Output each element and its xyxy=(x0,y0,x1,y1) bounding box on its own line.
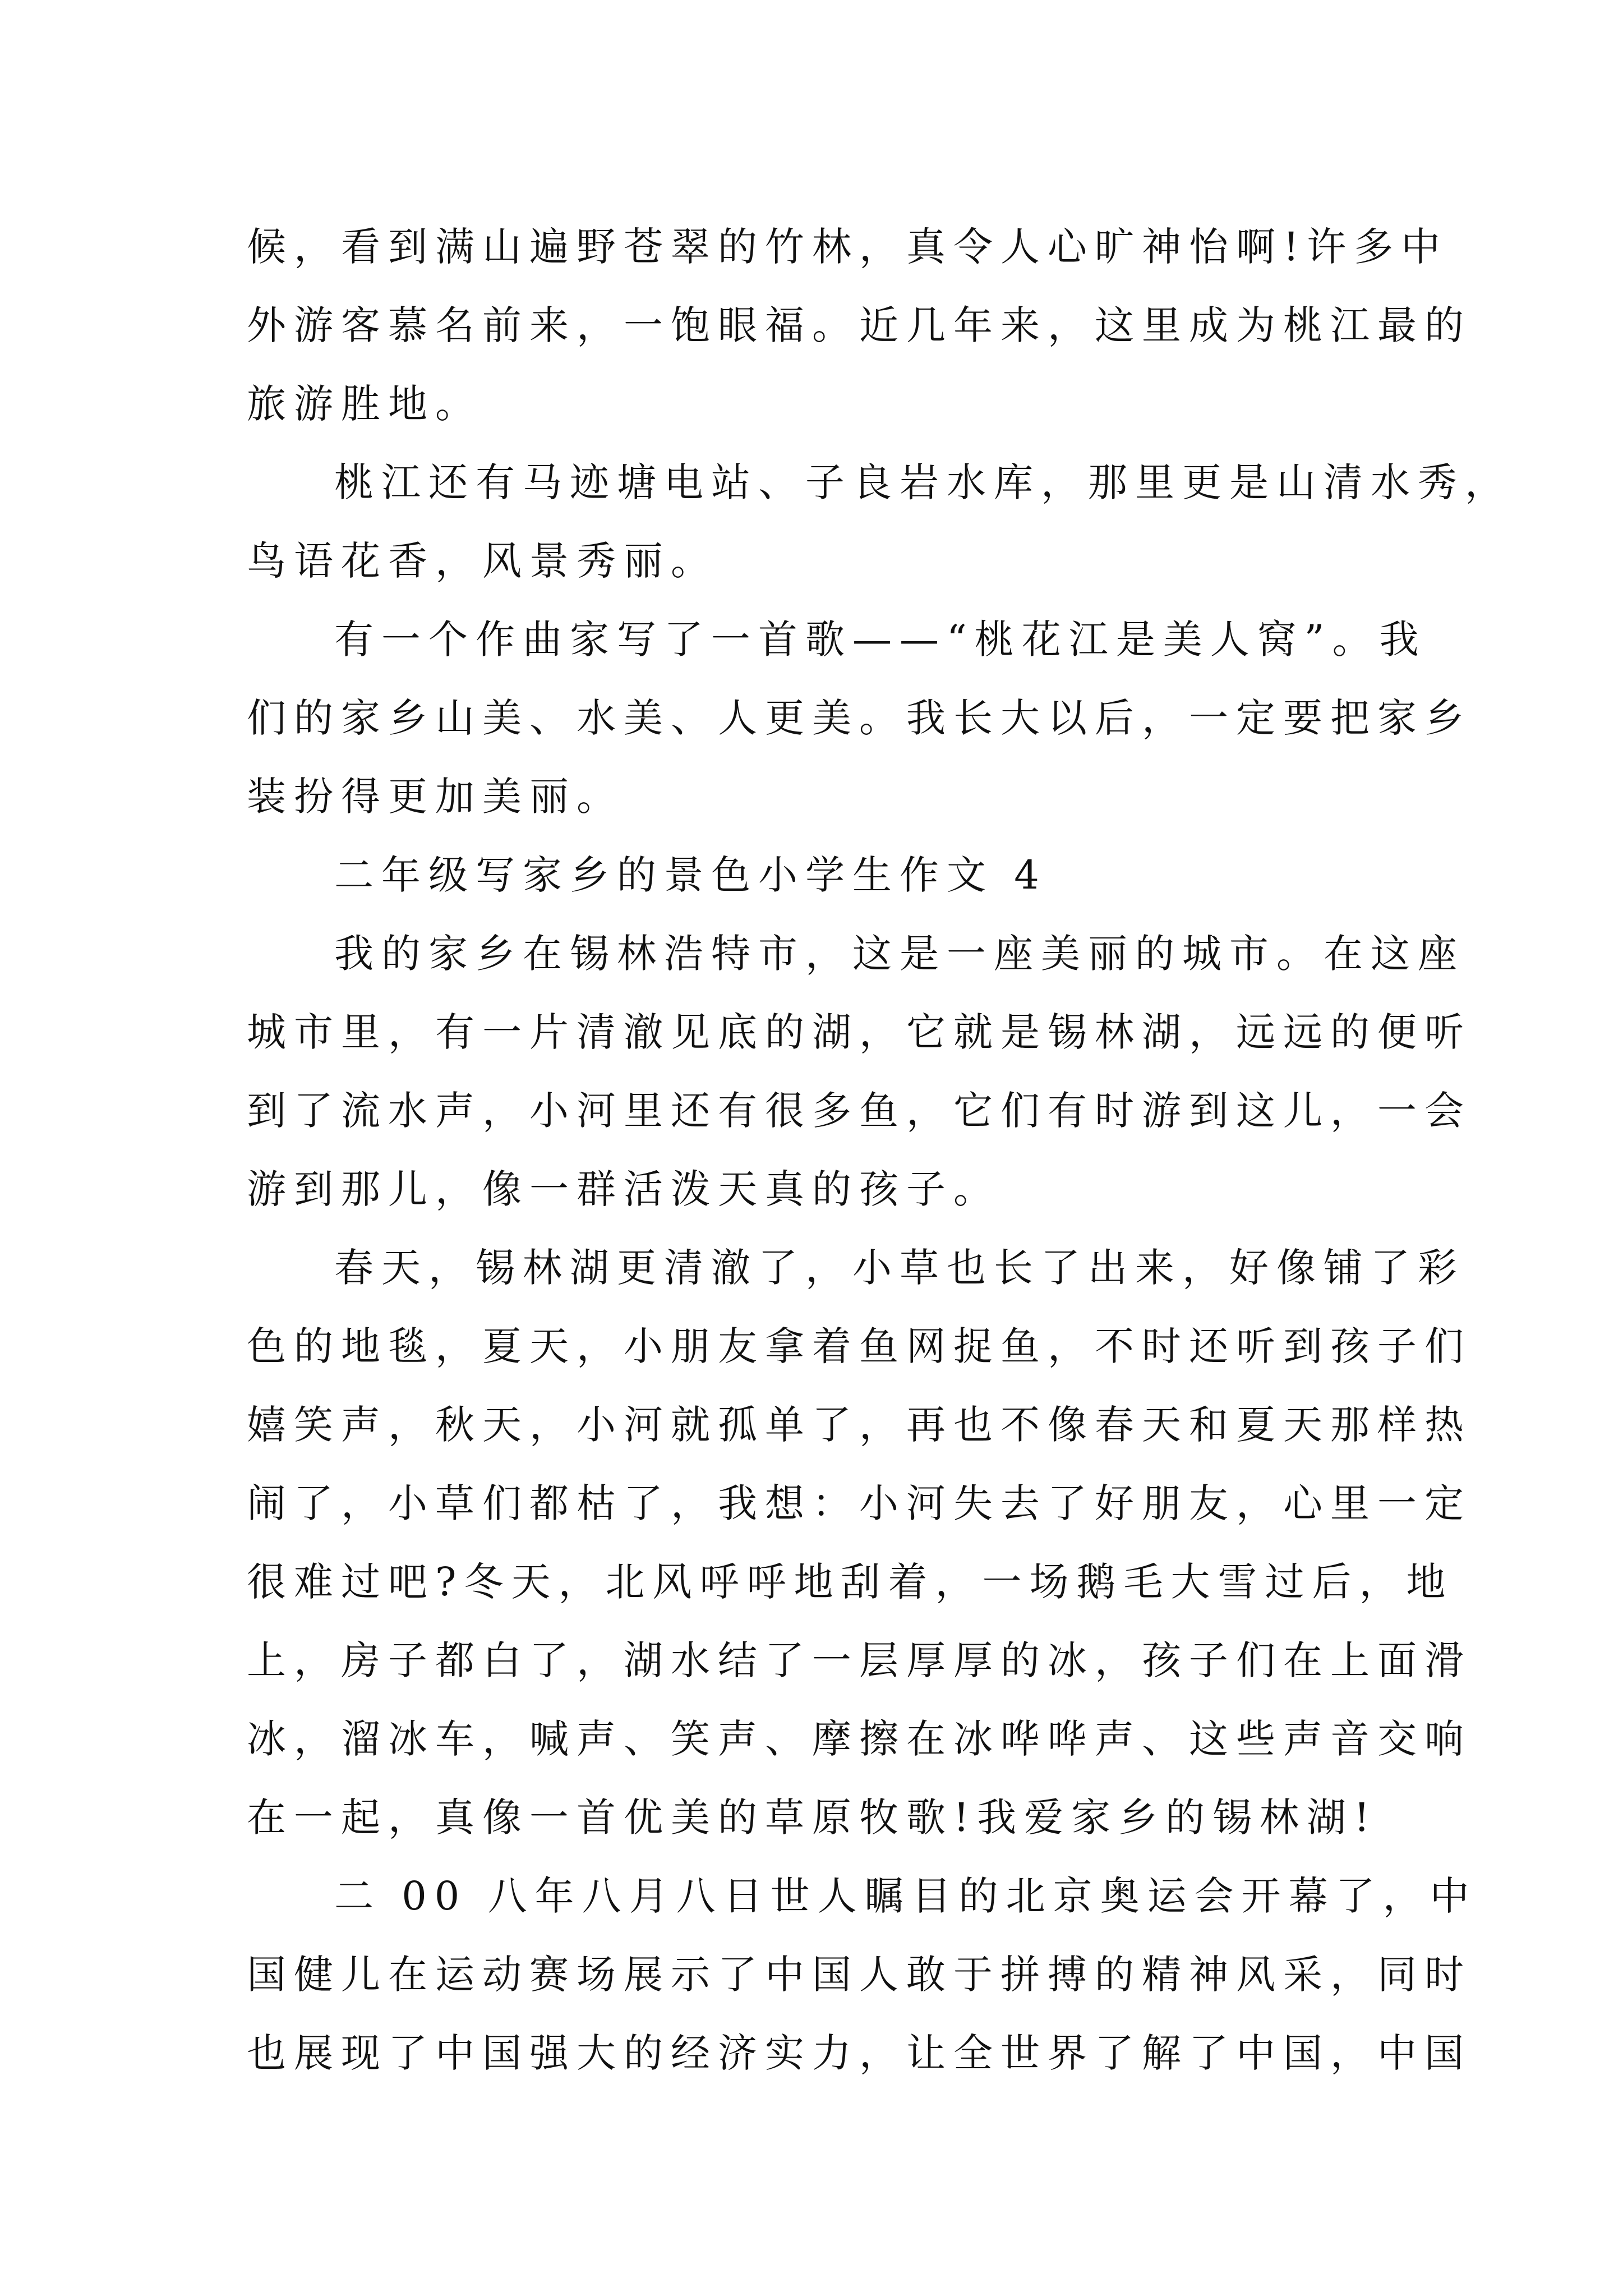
text-line: 到了流水声，小河里还有很多鱼，它们有时游到这儿，一会 xyxy=(247,1088,1472,1134)
text-line: 上，房子都白了，湖水结了一层厚厚的冰，孩子们在上面滑 xyxy=(247,1637,1472,1683)
text-line: 也展现了中国强大的经济实力，让全世界了解了中国，中国 xyxy=(247,2030,1472,2076)
text-line: 鸟语花香，风景秀丽。 xyxy=(247,538,718,584)
text-line: 旅游胜地。 xyxy=(247,381,482,427)
text-line: 游到那儿，像一群活泼天真的孩子。 xyxy=(247,1166,1000,1212)
section-heading: 二年级写家乡的景色小学生作文 4 xyxy=(334,852,1047,898)
text-line: 城市里，有一片清澈见底的湖，它就是锡林湖，远远的便听 xyxy=(247,1009,1472,1055)
document-body xyxy=(247,208,1512,2092)
text-line: 闹了，小草们都枯了，我想：小河失去了好朋友，心里一定 xyxy=(247,1480,1472,1526)
text-line: 很难过吧?冬天，北风呼呼地刮着，一场鹅毛大雪过后，地 xyxy=(247,1559,1454,1605)
text-line: 在一起，真像一首优美的草原牧歌!我爱家乡的锡林湖! xyxy=(247,1795,1378,1841)
paragraph-start-line: 二 00 八年八月八日世人瞩目的北京奥运会开幕了，中 xyxy=(334,1873,1477,1919)
text-line: 冰，溜冰车，喊声、笑声、摩擦在冰哗哗声、这些声音交响 xyxy=(247,1716,1472,1762)
paragraph-start-line: 春天，锡林湖更清澈了，小草也长了出来，好像铺了彩 xyxy=(334,1245,1465,1291)
paragraph-start-line: 有一个作曲家写了一首歌——“桃花江是美人窝”。我 xyxy=(334,616,1427,662)
text-line: 外游客慕名前来，一饱眼福。近几年来，这里成为桃江最的 xyxy=(247,302,1472,348)
text-line: 国健儿在运动赛场展示了中国人敢于拼搏的精神风采，同时 xyxy=(247,1952,1472,1998)
paragraph-start-line: 桃江还有马迹塘电站、子良岩水库，那里更是山清水秀， xyxy=(334,459,1512,505)
text-line: 们的家乡山美、水美、人更美。我长大以后，一定要把家乡 xyxy=(247,695,1472,741)
paragraph-start-line: 我的家乡在锡林浩特市，这是一座美丽的城市。在这座 xyxy=(334,931,1465,977)
text-line: 嬉笑声，秋天，小河就孤单了，再也不像春天和夏天那样热 xyxy=(247,1402,1472,1448)
text-line: 候，看到满山遍野苍翠的竹林，真令人心旷神怡啊!许多中 xyxy=(247,224,1449,270)
text-line: 装扮得更加美丽。 xyxy=(247,774,624,820)
text-line: 色的地毯，夏天，小朋友拿着鱼网捉鱼，不时还听到孩子们 xyxy=(247,1323,1472,1369)
